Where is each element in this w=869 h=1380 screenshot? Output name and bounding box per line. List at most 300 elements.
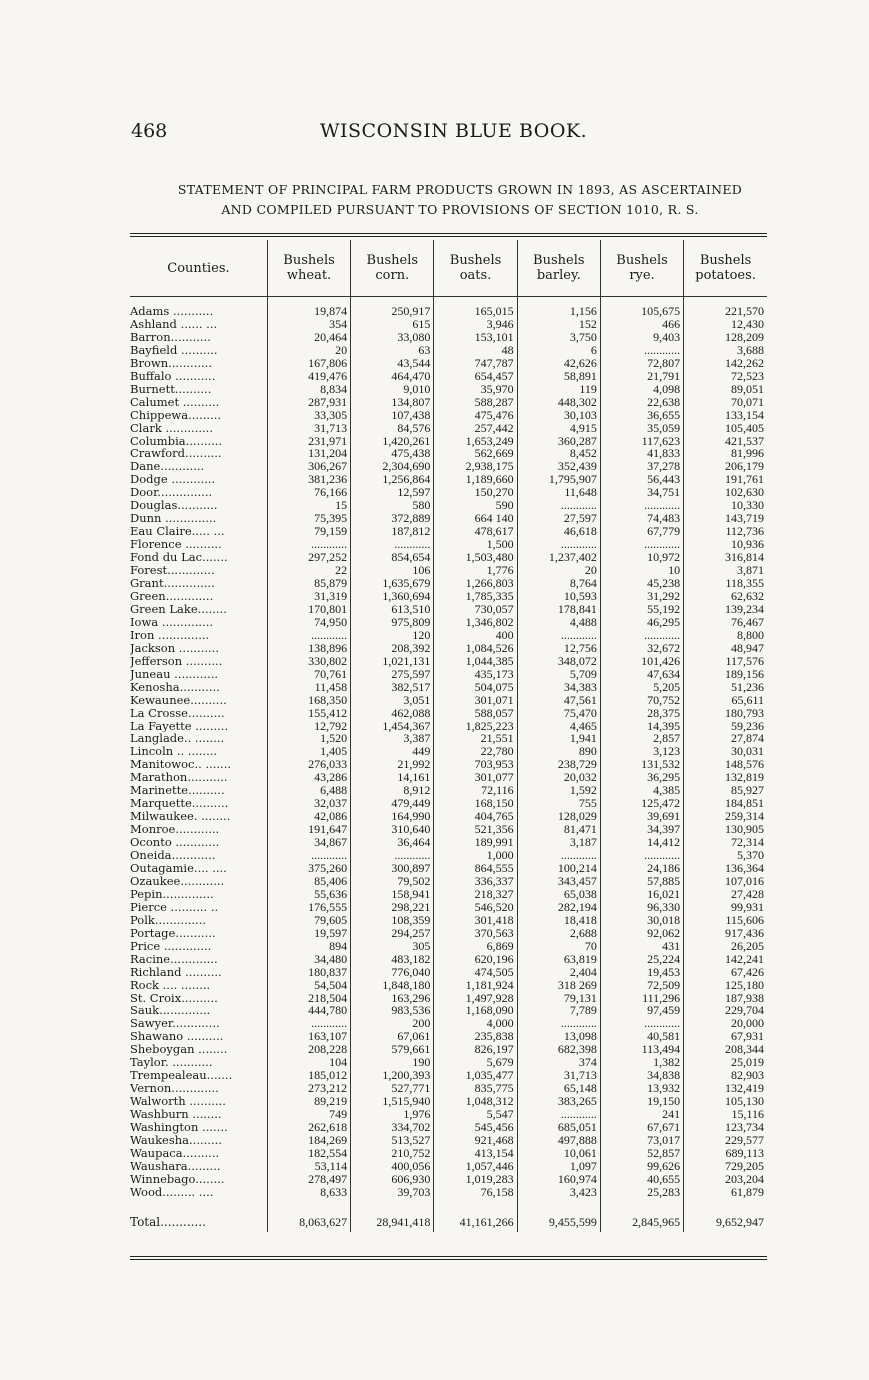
oats-cell: 475,476	[434, 409, 517, 422]
county-name: Fond du Lac.......	[130, 551, 228, 565]
rye-cell: 4,098	[600, 383, 683, 396]
corn-cell: 606,930	[351, 1173, 434, 1186]
county-name: Sauk..............	[130, 1004, 211, 1018]
potatoes-cell: 203,204	[684, 1173, 767, 1186]
wheat-cell: 273,212	[267, 1082, 350, 1095]
oats-cell: 1,346,802	[434, 616, 517, 629]
wheat-cell: 70,761	[267, 668, 350, 681]
potatoes-cell: 25,019	[684, 1056, 767, 1069]
column-header-wheat: Bushels wheat.	[267, 240, 350, 297]
county-name: Washington .......	[130, 1121, 228, 1134]
county-name: Barron...........	[130, 330, 211, 344]
table-row	[130, 1017, 767, 1030]
barley-cell: ............	[517, 1017, 600, 1030]
county-name: Trempealeau.......	[130, 1069, 233, 1083]
barley-cell: 31,713	[517, 1069, 600, 1082]
corn-cell: 134,807	[351, 396, 434, 409]
potatoes-cell: 112,736	[684, 525, 767, 538]
barley-cell: 27,597	[517, 512, 600, 525]
rye-cell: 131,532	[600, 758, 683, 771]
county-name: Oconto ............	[130, 836, 220, 850]
wheat-cell: ............	[267, 849, 350, 862]
potatoes-cell: 81,996	[684, 447, 767, 460]
county-name: Burnett..........	[130, 382, 212, 396]
oats-cell: 474,505	[434, 966, 517, 979]
wheat-cell: ............	[267, 629, 350, 642]
corn-cell: 580	[351, 499, 434, 512]
oats-cell: 400	[434, 629, 517, 642]
county-name: Sheboygan ........	[130, 1043, 228, 1057]
wheat-cell: 34,867	[267, 836, 350, 849]
wheat-cell: 43,286	[267, 771, 350, 784]
corn-cell: 294,257	[351, 927, 434, 940]
wheat-cell: 42,086	[267, 810, 350, 823]
table-row	[130, 953, 767, 966]
oats-cell: 301,077	[434, 771, 517, 784]
table-row	[130, 473, 767, 486]
rye-cell: 67,671	[600, 1121, 683, 1134]
corn-cell: 372,889	[351, 512, 434, 525]
rye-cell: 37,278	[600, 460, 683, 473]
corn-cell: 400,056	[351, 1160, 434, 1173]
corn-cell: 210,752	[351, 1147, 434, 1160]
oats-cell: 1,497,928	[434, 992, 517, 1005]
county-name: Wood......... ....	[130, 1185, 214, 1199]
oats-cell: 1,500	[434, 538, 517, 551]
barley-cell: 383,265	[517, 1095, 600, 1108]
rye-cell: 10,972	[600, 551, 683, 564]
oats-cell: 1,181,924	[434, 979, 517, 992]
oats-cell: 168,150	[434, 797, 517, 810]
rye-cell: 101,426	[600, 655, 683, 668]
rye-cell: 73,017	[600, 1134, 683, 1147]
column-header-counties: Counties.	[130, 240, 267, 297]
potatoes-cell: 221,570	[684, 305, 767, 318]
barley-cell: 119	[517, 383, 600, 396]
wheat-cell: 184,269	[267, 1134, 350, 1147]
wheat-cell: 330,802	[267, 655, 350, 668]
potatoes-cell: 132,819	[684, 771, 767, 784]
rye-cell: 25,283	[600, 1186, 683, 1199]
wheat-cell: ............	[267, 538, 350, 551]
potatoes-cell: 130,905	[684, 823, 767, 836]
oats-cell: 413,154	[434, 1147, 517, 1160]
table-row	[130, 1108, 767, 1121]
corn-cell: 63	[351, 344, 434, 357]
corn-cell: 8,912	[351, 784, 434, 797]
corn-cell: 975,809	[351, 616, 434, 629]
rye-cell: 1,382	[600, 1056, 683, 1069]
county-name: Door...............	[130, 486, 213, 500]
oats-cell: 1,825,223	[434, 720, 517, 733]
barley-cell: 1,097	[517, 1160, 600, 1173]
rye-cell: 466	[600, 318, 683, 331]
corn-cell: 33,080	[351, 331, 434, 344]
corn-cell: 39,703	[351, 1186, 434, 1199]
county-name: Richland ..........	[130, 965, 222, 979]
corn-cell: 250,917	[351, 305, 434, 318]
barley-cell: 4,465	[517, 720, 600, 733]
barley-cell: 178,841	[517, 603, 600, 616]
rye-cell: 92,062	[600, 927, 683, 940]
oats-cell: 3,946	[434, 318, 517, 331]
table-row	[130, 927, 767, 940]
wheat-cell: 894	[267, 940, 350, 953]
corn-cell: 106	[351, 564, 434, 577]
table-body	[130, 297, 767, 1199]
barley-cell: 3,750	[517, 331, 600, 344]
table-row	[130, 720, 767, 733]
county-name: Iron ..............	[130, 628, 210, 642]
barley-cell: 318 269	[517, 979, 600, 992]
rye-cell: 40,655	[600, 1173, 683, 1186]
table-row	[130, 745, 767, 758]
barley-cell: ............	[517, 849, 600, 862]
potatoes-cell: 229,577	[684, 1134, 767, 1147]
potatoes-cell: 70,071	[684, 396, 767, 409]
county-name: Juneau ............	[130, 667, 219, 681]
potatoes-cell: 123,734	[684, 1121, 767, 1134]
wheat-cell: 218,504	[267, 992, 350, 1005]
barley-cell: 8,452	[517, 447, 600, 460]
oats-cell: 562,669	[434, 447, 517, 460]
oats-cell: 1,044,385	[434, 655, 517, 668]
potatoes-cell: 8,800	[684, 629, 767, 642]
table-row	[130, 499, 767, 512]
wheat-cell: 53,114	[267, 1160, 350, 1173]
oats-cell: 404,765	[434, 810, 517, 823]
column-header-potatoes: Bushels potatoes.	[684, 240, 767, 297]
corn-cell: 776,040	[351, 966, 434, 979]
county-name: Dane............	[130, 460, 205, 474]
wheat-cell: 11,458	[267, 681, 350, 694]
rye-cell: 113,494	[600, 1043, 683, 1056]
wheat-cell: 85,406	[267, 875, 350, 888]
rye-cell: 74,483	[600, 512, 683, 525]
table-row	[130, 862, 767, 875]
wheat-cell: 138,896	[267, 642, 350, 655]
potatoes-cell: 72,523	[684, 370, 767, 383]
table-row	[130, 344, 767, 357]
corn-cell: 1,200,393	[351, 1069, 434, 1082]
wheat-cell: 32,037	[267, 797, 350, 810]
rye-cell: 24,186	[600, 862, 683, 875]
corn-cell: 615	[351, 318, 434, 331]
wheat-cell: 55,636	[267, 888, 350, 901]
wheat-cell: 306,267	[267, 460, 350, 473]
oats-cell: 664 140	[434, 512, 517, 525]
potatoes-cell: 82,903	[684, 1069, 767, 1082]
barley-cell: 100,214	[517, 862, 600, 875]
corn-cell: 1,848,180	[351, 979, 434, 992]
wheat-cell: 20,464	[267, 331, 350, 344]
potatoes-cell: 132,419	[684, 1082, 767, 1095]
rye-cell: 5,205	[600, 681, 683, 694]
county-name: Kenosha...........	[130, 680, 220, 694]
table-row	[130, 784, 767, 797]
top-rule	[130, 233, 767, 234]
county-name: Shawano ..........	[130, 1030, 224, 1044]
potatoes-cell: 12,430	[684, 318, 767, 331]
total-row	[130, 1211, 767, 1232]
table-row	[130, 849, 767, 862]
potatoes-cell: 189,156	[684, 668, 767, 681]
table-row	[130, 914, 767, 927]
county-name: Lincoln .. ........	[130, 745, 218, 759]
table-row	[130, 758, 767, 771]
barley-cell: 2,404	[517, 966, 600, 979]
rye-cell: 70,752	[600, 694, 683, 707]
potatoes-cell: 729,205	[684, 1160, 767, 1173]
corn-cell: 1,256,864	[351, 473, 434, 486]
county-name: Crawford..........	[130, 447, 222, 461]
table-row	[130, 1095, 767, 1108]
rye-cell: 97,459	[600, 1004, 683, 1017]
oats-cell: 835,775	[434, 1082, 517, 1095]
rye-cell: 14,412	[600, 836, 683, 849]
wheat-cell: 15	[267, 499, 350, 512]
potatoes-cell: 143,719	[684, 512, 767, 525]
oats-cell: 76,158	[434, 1186, 517, 1199]
corn-cell: 1,635,679	[351, 577, 434, 590]
corn-cell: 9,010	[351, 383, 434, 396]
rye-cell: 40,581	[600, 1030, 683, 1043]
barley-cell: 1,156	[517, 305, 600, 318]
county-name: Waushara.........	[130, 1159, 221, 1173]
barley-cell: 5,709	[517, 668, 600, 681]
potatoes-cell: 142,241	[684, 953, 767, 966]
table-row	[130, 564, 767, 577]
county-name: Waukesha.........	[130, 1134, 222, 1147]
wheat-cell: 54,504	[267, 979, 350, 992]
wheat-cell: 182,554	[267, 1147, 350, 1160]
wheat-cell: 1,405	[267, 745, 350, 758]
table-row	[130, 1004, 767, 1017]
wheat-cell: 131,204	[267, 447, 350, 460]
table-row	[130, 966, 767, 979]
wheat-cell: 76,166	[267, 486, 350, 499]
county-name: Iowa ..............	[130, 615, 213, 629]
potatoes-cell: 27,428	[684, 888, 767, 901]
potatoes-cell: 142,262	[684, 357, 767, 370]
potatoes-cell: 689,113	[684, 1147, 767, 1160]
total-oats: 41,161,266	[434, 1211, 517, 1232]
potatoes-cell: 148,576	[684, 758, 767, 771]
bottom-rule-double	[130, 1259, 767, 1260]
corn-cell: 275,597	[351, 668, 434, 681]
barley-cell: 58,891	[517, 370, 600, 383]
column-header-oats: Bushels oats.	[434, 240, 517, 297]
wheat-cell: 167,806	[267, 357, 350, 370]
oats-cell: 588,287	[434, 396, 517, 409]
corn-cell: 513,527	[351, 1134, 434, 1147]
rye-cell: 30,018	[600, 914, 683, 927]
corn-cell: 108,359	[351, 914, 434, 927]
oats-cell: 1,266,803	[434, 577, 517, 590]
table-row	[130, 305, 767, 318]
barley-cell: 890	[517, 745, 600, 758]
table-row	[130, 460, 767, 473]
rye-cell: 32,672	[600, 642, 683, 655]
corn-cell: 164,990	[351, 810, 434, 823]
county-name: Dunn ..............	[130, 512, 217, 526]
wheat-cell: 170,801	[267, 603, 350, 616]
rye-cell: ............	[600, 849, 683, 862]
table-row	[130, 642, 767, 655]
wheat-cell: 208,228	[267, 1043, 350, 1056]
potatoes-cell: 136,364	[684, 862, 767, 875]
barley-cell: 13,098	[517, 1030, 600, 1043]
rye-cell: 111,296	[600, 992, 683, 1005]
corn-cell: 3,387	[351, 732, 434, 745]
corn-cell: 120	[351, 629, 434, 642]
corn-cell: 190	[351, 1056, 434, 1069]
rye-cell: ............	[600, 344, 683, 357]
rye-cell: 14,395	[600, 720, 683, 733]
barley-cell: 1,237,402	[517, 551, 600, 564]
potatoes-cell: 125,180	[684, 979, 767, 992]
wheat-cell: 19,874	[267, 305, 350, 318]
barley-cell: 685,051	[517, 1121, 600, 1134]
potatoes-cell: 3,871	[684, 564, 767, 577]
rye-cell: 10	[600, 564, 683, 577]
wheat-cell: 155,412	[267, 707, 350, 720]
county-name: Pepin..............	[130, 887, 214, 901]
potatoes-cell: 76,467	[684, 616, 767, 629]
county-name: Chippewa.........	[130, 408, 222, 422]
table-row	[130, 1069, 767, 1082]
wheat-cell: 749	[267, 1108, 350, 1121]
oats-cell: 730,057	[434, 603, 517, 616]
county-name: Waupaca..........	[130, 1146, 220, 1160]
table-row	[130, 409, 767, 422]
county-name: Sawyer.............	[130, 1017, 220, 1031]
table-row	[130, 1082, 767, 1095]
barley-cell: 30,103	[517, 409, 600, 422]
potatoes-cell: 48,947	[684, 642, 767, 655]
column-header-corn: Bushels corn.	[351, 240, 434, 297]
corn-cell: 475,438	[351, 447, 434, 460]
corn-cell: 208,392	[351, 642, 434, 655]
table-row	[130, 668, 767, 681]
rye-cell: 22,638	[600, 396, 683, 409]
barley-cell: 10,593	[517, 590, 600, 603]
county-name: Marathon...........	[130, 771, 228, 785]
oats-cell: 1,168,090	[434, 1004, 517, 1017]
barley-cell: 11,648	[517, 486, 600, 499]
county-name: Calumet ..........	[130, 395, 220, 409]
total-wheat: 8,063,627	[267, 1211, 350, 1232]
corn-cell: 36,464	[351, 836, 434, 849]
potatoes-cell: 20,000	[684, 1017, 767, 1030]
rye-cell: 125,472	[600, 797, 683, 810]
rye-cell: 21,791	[600, 370, 683, 383]
corn-cell: 854,654	[351, 551, 434, 564]
barley-cell: 282,194	[517, 901, 600, 914]
page-number: 468	[131, 120, 168, 142]
corn-cell: 3,051	[351, 694, 434, 707]
corn-cell: 382,517	[351, 681, 434, 694]
barley-cell: 7,789	[517, 1004, 600, 1017]
corn-cell: 79,502	[351, 875, 434, 888]
potatoes-cell: 51,236	[684, 681, 767, 694]
rye-cell: 41,833	[600, 447, 683, 460]
total-barley: 9,455,599	[517, 1211, 600, 1232]
oats-cell: 747,787	[434, 357, 517, 370]
table-row	[130, 577, 767, 590]
table-row	[130, 1121, 767, 1134]
county-name: St. Croix..........	[130, 991, 218, 1005]
corn-cell: ............	[351, 538, 434, 551]
rye-cell: 36,295	[600, 771, 683, 784]
county-name: La Fayette .........	[130, 719, 229, 733]
oats-cell: 1,189,660	[434, 473, 517, 486]
county-name: Walworth ..........	[130, 1095, 226, 1109]
barley-cell: 682,398	[517, 1043, 600, 1056]
county-name: Langlade.. ........	[130, 732, 225, 746]
county-name: Washburn ........	[130, 1108, 222, 1122]
corn-cell: 84,576	[351, 422, 434, 435]
table-row	[130, 616, 767, 629]
corn-cell: 1,360,694	[351, 590, 434, 603]
potatoes-cell: 67,931	[684, 1030, 767, 1043]
bottom-rule	[130, 1256, 767, 1257]
barley-cell: 4,488	[517, 616, 600, 629]
rye-cell: 19,150	[600, 1095, 683, 1108]
table-row	[130, 525, 767, 538]
potatoes-cell: 229,704	[684, 1004, 767, 1017]
table-row	[130, 797, 767, 810]
barley-cell: 238,729	[517, 758, 600, 771]
oats-cell: 1,000	[434, 849, 517, 862]
wheat-cell: 20	[267, 344, 350, 357]
barley-cell: 63,819	[517, 953, 600, 966]
table-row	[130, 732, 767, 745]
wheat-cell: 8,834	[267, 383, 350, 396]
county-name: Oneida............	[130, 849, 216, 862]
wheat-cell: 231,971	[267, 435, 350, 448]
table-row	[130, 940, 767, 953]
oats-cell: 546,520	[434, 901, 517, 914]
barley-cell: 20,032	[517, 771, 600, 784]
rye-cell: 96,330	[600, 901, 683, 914]
corn-cell: 983,536	[351, 1004, 434, 1017]
rye-cell: 57,885	[600, 875, 683, 888]
spacer-row	[130, 297, 767, 306]
wheat-cell: 34,480	[267, 953, 350, 966]
table-row	[130, 836, 767, 849]
oats-cell: 921,468	[434, 1134, 517, 1147]
rye-cell: 55,192	[600, 603, 683, 616]
oats-cell: 504,075	[434, 681, 517, 694]
wheat-cell: 176,555	[267, 901, 350, 914]
oats-cell: 478,617	[434, 525, 517, 538]
barley-cell: 70	[517, 940, 600, 953]
wheat-cell: 185,012	[267, 1069, 350, 1082]
corn-cell: 449	[351, 745, 434, 758]
county-name: Monroe............	[130, 823, 220, 837]
rye-cell: 34,397	[600, 823, 683, 836]
barley-cell: 20	[517, 564, 600, 577]
rye-cell: 46,295	[600, 616, 683, 629]
county-name: Price .............	[130, 939, 212, 953]
rye-cell: 36,655	[600, 409, 683, 422]
running-title: WISCONSIN BLUE BOOK.	[320, 120, 588, 142]
table-row	[130, 1030, 767, 1043]
county-name: Outagamie.... ....	[130, 861, 227, 875]
rye-cell: 105,675	[600, 305, 683, 318]
rye-cell: 35,059	[600, 422, 683, 435]
